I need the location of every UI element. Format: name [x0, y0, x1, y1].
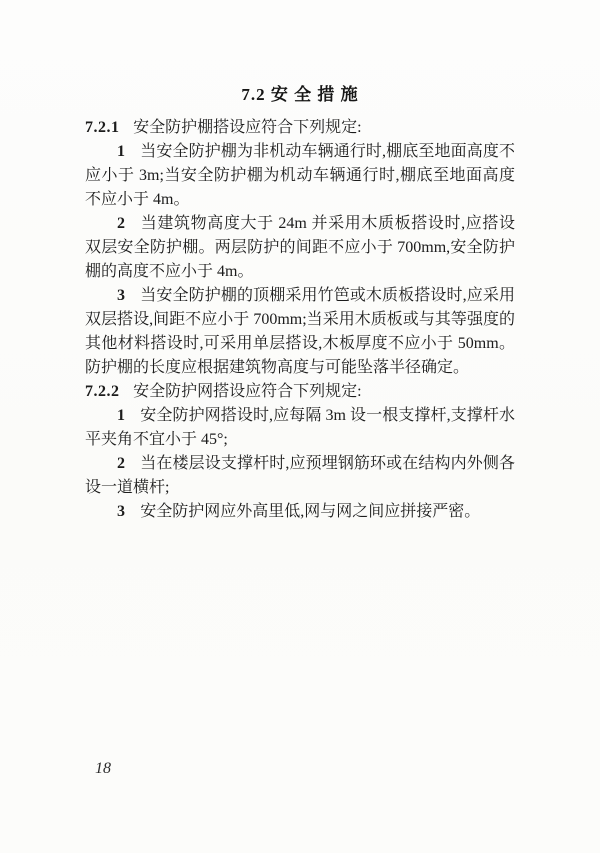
item-text: 安全防护网应外高里低,网与网之间应拼接严密。 — [140, 503, 481, 520]
item-number: 1 — [117, 407, 125, 424]
page-number: 18 — [95, 760, 111, 777]
item-number: 2 — [117, 455, 125, 472]
clause-head-722 — [85, 380, 515, 404]
clause-head-721 — [85, 116, 515, 140]
clause-number-722: 7.2.2 — [85, 383, 120, 400]
clause-721-item-1 — [85, 140, 515, 212]
item-text: 安全防护网搭设时,应每隔 3m 设一根支撑杆,支撑杆水平夹角不宜小于 45°; — [85, 407, 515, 448]
section-title: 7.2 安 全 措 施 — [241, 85, 359, 104]
clause-722-item-3 — [85, 500, 515, 524]
clause-721-item-2 — [85, 212, 515, 284]
item-number: 3 — [117, 287, 125, 304]
clause-721-item-3 — [85, 284, 515, 380]
item-number: 2 — [117, 215, 125, 232]
item-number: 3 — [117, 503, 125, 520]
item-text: 当在楼层设支撑杆时,应预埋钢筋环或在结构内外侧各设一道横杆; — [85, 455, 515, 496]
clause-heading-721: 安全防护棚搭设应符合下列规定: — [133, 119, 362, 136]
item-text: 当安全防护棚为非机动车辆通行时,棚底至地面高度不应小于 3m;当安全防护棚为机动车辆通行时,棚底至地面高度不应小于 4m。 — [85, 143, 515, 208]
clause-722-item-1 — [85, 404, 515, 452]
document-content — [85, 116, 515, 524]
item-text: 当安全防护棚的顶棚采用竹笆或木质板搭设时,应采用双层搭设,间距不应小于 700mm;当采用木质板或与其等强度的其他材料搭设时,可采用单层搭设,木板厚度不应小于 50mm。防护棚的长度应根据建筑物高度与可能坠落半径确定。 — [85, 287, 515, 376]
item-number: 1 — [117, 143, 125, 160]
clause-heading-722: 安全防护网搭设应符合下列规定: — [133, 383, 362, 400]
item-text: 当建筑物高度大于 24m 并采用木质板搭设时,应搭设双层安全防护棚。两层防护的间距不应小于 700mm,安全防护棚的高度不应小于 4m。 — [85, 215, 515, 280]
clause-722-item-2 — [85, 452, 515, 500]
clause-number-721: 7.2.1 — [85, 119, 120, 136]
